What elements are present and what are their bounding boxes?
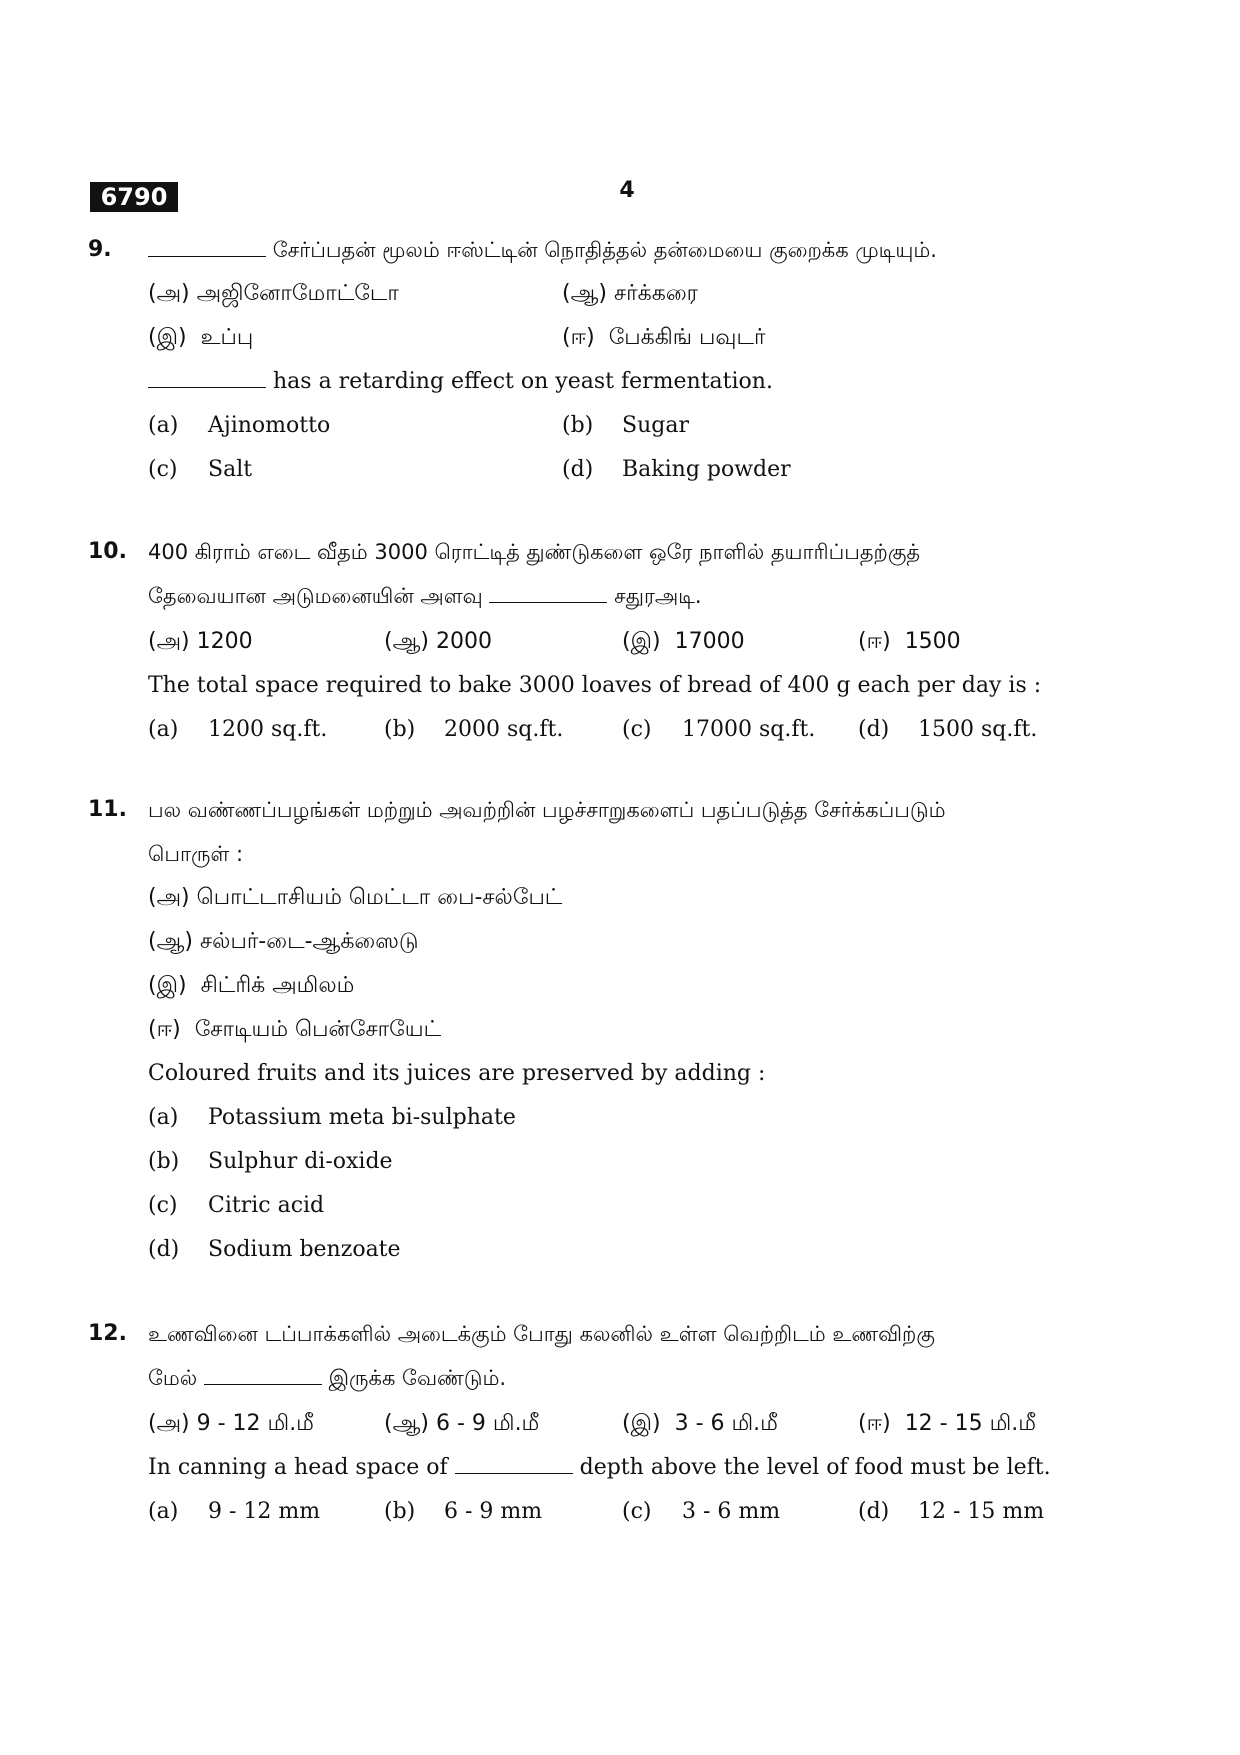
option-b: (b) 2000 sq.ft. <box>384 717 564 742</box>
question-text-tamil-line1: பல வண்ணப்பழங்கள் மற்றும் அவற்றின் பழச்சாறுகளைப் பதப்படுத்த சேர்க்கப்படும் <box>148 798 946 822</box>
option-tamil-d: (ஈ) 12 - 15 மி.மீ <box>858 1411 1037 1436</box>
option-tamil-d: (ஈ) 1500 <box>858 629 961 654</box>
option-tamil-d: (ஈ) சோடியம் பென்சோயேட் <box>148 1017 442 1042</box>
answer-blank <box>204 1362 322 1385</box>
option-tamil-a: (அ) 1200 <box>148 629 253 654</box>
question-number: 9. <box>88 237 112 262</box>
option-d: (d) 1500 sq.ft. <box>858 717 1038 742</box>
answer-blank <box>455 1451 573 1474</box>
question-text-tamil-line2: தேவையான அடுமனையின் அளவு சதுரஅடி. <box>148 574 1120 618</box>
question-text-tamil-line1: 400 கிராம் எடை வீதம் 3000 ரொட்டித் துண்டுகளை ஒரே நாளில் தயாரிப்பதற்குத் <box>148 540 921 564</box>
option-a: (a) Ajinomotto <box>148 413 331 438</box>
answer-blank <box>148 365 266 388</box>
option-tamil-c: (இ) 17000 <box>622 629 745 654</box>
option-tamil-a: (அ) பொட்டாசியம் மெட்டா பை-சல்பேட் <box>148 885 563 910</box>
option-a: (a) 9 - 12 mm <box>148 1499 321 1524</box>
option-b: (b) 6 - 9 mm <box>384 1499 543 1524</box>
option-tamil-c: (இ) சிட்ரிக் அமிலம் <box>148 973 355 998</box>
option-d: (d) Sodium benzoate <box>148 1237 401 1262</box>
page-number: 4 <box>619 178 635 203</box>
option-tamil-a: (அ) 9 - 12 மி.மீ <box>148 1411 314 1436</box>
question-text-english: Coloured fruits and its juices are preserved by adding : <box>148 1061 766 1086</box>
question-number: 11. <box>88 797 127 822</box>
answer-blank <box>489 580 607 603</box>
question-text-english: has a retarding effect on yeast fermentation. <box>148 360 1120 404</box>
question-number: 12. <box>88 1321 127 1346</box>
option-b: (b) Sugar <box>562 413 689 438</box>
option-a: (a) 1200 sq.ft. <box>148 717 328 742</box>
option-tamil-a: (அ) அஜினோமோட்டோ <box>148 281 399 306</box>
option-c: (c) 3 - 6 mm <box>622 1499 781 1524</box>
question-text-tamil-line2: பொருள் : <box>148 842 244 866</box>
option-tamil-c: (இ) 3 - 6 மி.மீ <box>622 1411 778 1436</box>
question-text-english: In canning a head space of depth above the level of food must be left. <box>148 1446 1120 1490</box>
option-a: (a) Potassium meta bi-sulphate <box>148 1105 516 1130</box>
option-c: (c) Citric acid <box>148 1193 325 1218</box>
option-tamil-b: (ஆ) சர்க்கரை <box>562 281 699 306</box>
question-number: 10. <box>88 539 127 564</box>
option-c: (c) Salt <box>148 457 253 482</box>
question-text-tamil: சேர்ப்பதன் மூலம் ஈஸ்ட்டின் நொதித்தல் தன்மையை குறைக்க முடியும். <box>148 228 1120 272</box>
answer-blank <box>148 234 266 257</box>
option-d: (d) 12 - 15 mm <box>858 1499 1045 1524</box>
option-c: (c) 17000 sq.ft. <box>622 717 816 742</box>
option-tamil-c: (இ) உப்பு <box>148 325 254 350</box>
option-b: (b) Sulphur di-oxide <box>148 1149 393 1174</box>
question-text-tamil-line2: மேல் இருக்க வேண்டும். <box>148 1356 1120 1400</box>
paper-code-badge: 6790 <box>90 182 178 212</box>
option-tamil-b: (ஆ) 2000 <box>384 629 492 654</box>
option-d: (d) Baking powder <box>562 457 791 482</box>
question-text-tamil-line1: உணவினை டப்பாக்களில் அடைக்கும் போது கலனில் உள்ள வெற்றிடம் உணவிற்கு <box>148 1322 935 1346</box>
option-tamil-d: (ஈ) பேக்கிங் பவுடர் <box>562 325 766 350</box>
option-tamil-b: (ஆ) 6 - 9 மி.மீ <box>384 1411 540 1436</box>
question-text-english: The total space required to bake 3000 loaves of bread of 400 g each per day is : <box>148 673 1042 698</box>
option-tamil-b: (ஆ) சல்பர்-டை-ஆக்ஸைடு <box>148 929 419 954</box>
